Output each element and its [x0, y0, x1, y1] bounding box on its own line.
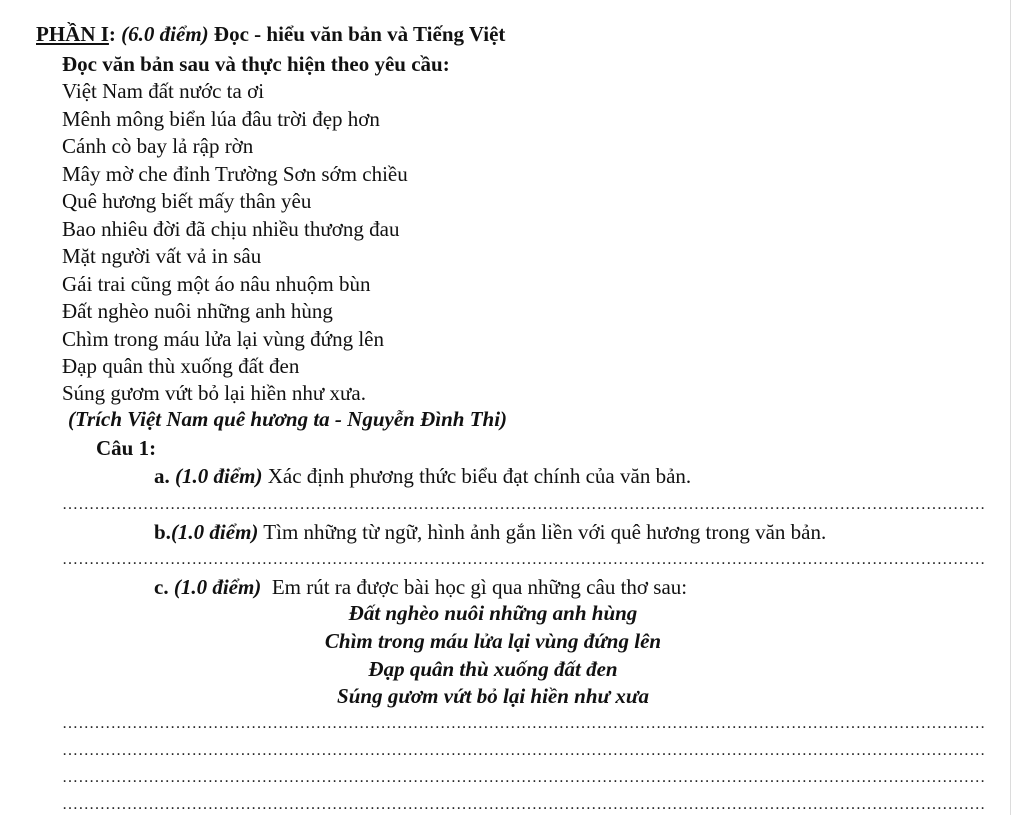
question-c	[154, 575, 687, 600]
answer-line-a: ………………………………………………………………………………………………………………………………………………………	[62, 496, 986, 513]
poem-line: Mây mờ che đỉnh Trường Sơn sớm chiều	[62, 162, 408, 186]
answer-line-c: ………………………………………………………………………………………………………………………………………………………	[62, 769, 986, 786]
question-b-letter: b.	[154, 520, 171, 544]
section-title: Đọc - hiểu văn bản và Tiếng Việt	[213, 22, 506, 46]
instruction-text: Đọc văn bản sau và thực hiện theo yêu cầu:	[62, 52, 450, 76]
poem-line: Cánh cò bay lả rập rờn	[62, 134, 254, 158]
poem-line: Đạp quân thù xuống đất đen	[62, 354, 300, 378]
poem-line: Gái trai cũng một áo nâu nhuộm bùn	[62, 272, 371, 296]
quoted-poem-line: Đất nghèo nuôi những anh hùng	[348, 601, 638, 625]
question-a	[154, 464, 691, 489]
heading-colon: :	[108, 22, 116, 46]
poem-line: Việt Nam đất nước ta ơi	[62, 79, 265, 103]
question-c-text: Em rút ra được bài học gì qua những câu thơ sau:	[271, 575, 688, 599]
question-a-points: (1.0 điểm)	[175, 464, 263, 488]
section-points: (6.0 điểm)	[121, 22, 209, 46]
question-b-points: (1.0 điểm)	[170, 520, 259, 544]
poem-line: Đất nghèo nuôi những anh hùng	[62, 299, 333, 323]
answer-line-b: ………………………………………………………………………………………………………………………………………………………	[62, 551, 986, 568]
poem-line: Chìm trong máu lửa lại vùng đứng lên	[62, 327, 384, 351]
answer-line-c: ………………………………………………………………………………………………………………………………………………………	[62, 742, 986, 759]
question-b	[154, 520, 826, 545]
poem-line: Mênh mông biển lúa đâu trời đẹp hơn	[62, 107, 380, 131]
poem-line: Quê hương biết mấy thân yêu	[62, 189, 312, 213]
page-edge	[1010, 0, 1024, 815]
poem-line: Súng gươm vứt bỏ lại hiền như xưa.	[62, 381, 366, 405]
poem-line: Bao nhiêu đời đã chịu nhiều thương đau	[62, 217, 400, 241]
question-c-letter: c.	[154, 575, 169, 599]
poem-citation: (Trích Việt Nam quê hương ta - Nguyễn Đình Thi)	[68, 407, 508, 431]
part-label: PHẦN I	[36, 22, 109, 46]
section-heading	[36, 22, 505, 47]
question-a-text: Xác định phương thức biểu đạt chính của văn bản.	[267, 464, 692, 488]
poem-line: Mặt người vất vả in sâu	[62, 244, 262, 268]
answer-line-c: ………………………………………………………………………………………………………………………………………………………	[62, 715, 986, 732]
quoted-poem-line: Chìm trong máu lửa lại vùng đứng lên	[324, 629, 662, 653]
answer-line-c: ………………………………………………………………………………………………………………………………………………………	[62, 796, 986, 813]
quoted-poem-line: Đạp quân thù xuống đất đen	[368, 657, 618, 681]
quoted-poem-line: Súng gươm vứt bỏ lại hiền như xưa	[337, 684, 649, 708]
question-title: Câu 1:	[96, 436, 157, 460]
question-c-points: (1.0 điểm)	[173, 575, 262, 599]
question-b-text: Tìm những từ ngữ, hình ảnh gắn liền với quê hương trong văn bản.	[263, 520, 827, 544]
question-a-letter: a.	[154, 464, 170, 488]
